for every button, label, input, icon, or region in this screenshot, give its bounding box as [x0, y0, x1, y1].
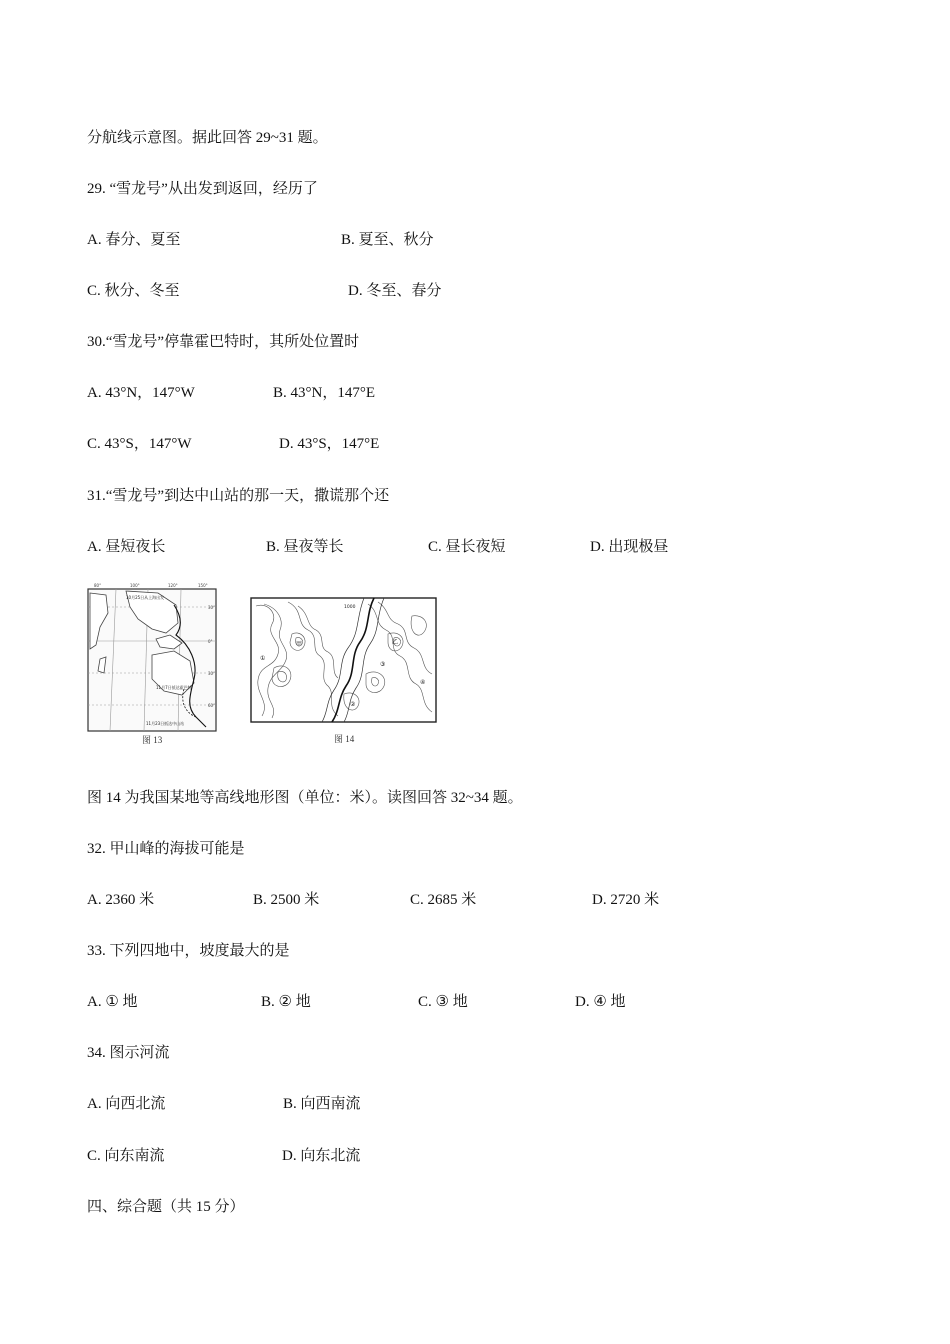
- q30-option-c: C. 43°S，147°W: [87, 436, 192, 452]
- figure-14-contour-map: [248, 594, 438, 748]
- peak-yi-label: 乙: [392, 639, 399, 646]
- q33-option-b: B. ② 地: [261, 994, 311, 1010]
- q31-option-b: B. 昼夜等长: [266, 539, 344, 555]
- q33-option-c: C. ③ 地: [418, 994, 468, 1010]
- lat-tick: 30°: [208, 671, 216, 676]
- lat-tick: 0°: [208, 639, 213, 644]
- site-3-label: ③: [380, 661, 386, 668]
- q30-option-b: B. 43°N，147°E: [273, 385, 375, 401]
- site-4-label: ④: [420, 679, 426, 686]
- q30-option-d: D. 43°S，147°E: [279, 436, 380, 452]
- lon-tick: 120°: [168, 583, 178, 588]
- lat-tick: 60°: [208, 703, 216, 708]
- question-31-stem: 31.“雪龙号”到达中山站的那一天，撒谎那个还: [87, 488, 390, 504]
- question-30-stem: 30.“雪龙号”停靠霍巴特时，其所处位置时: [87, 334, 360, 350]
- q31-option-a: A. 昼短夜长: [87, 539, 166, 555]
- label-arrive-hobart: 11月7日抵达霍巴特: [156, 685, 192, 690]
- contour-value-label: 1000: [344, 605, 356, 610]
- q33-option-d: D. ④ 地: [575, 994, 626, 1010]
- site-2-label: ②: [350, 701, 356, 708]
- question-33-stem: 33. 下列四地中，坡度最大的是: [87, 943, 290, 959]
- label-arrive-zhongshan: 11月23日抵达中山站: [146, 721, 185, 726]
- peak-jia-label: 甲: [296, 641, 303, 648]
- question-29-stem: 29. “雪龙号”从出发到返回，经历了: [87, 181, 318, 197]
- q32-option-c: C. 2685 米: [410, 892, 477, 908]
- figure-14-caption: 图 14: [334, 734, 355, 744]
- lon-tick: 100°: [130, 583, 140, 588]
- section-4-heading: 四、综合题（共 15 分）: [87, 1199, 245, 1215]
- route-map-graphic: [86, 583, 218, 733]
- q34-option-a: A. 向西北流: [87, 1096, 166, 1112]
- q34-option-c: C. 向东南流: [87, 1148, 165, 1164]
- figure-13-route-map: [86, 583, 218, 748]
- q33-option-a: A. ① 地: [87, 994, 138, 1010]
- q34-option-b: B. 向西南流: [283, 1096, 361, 1112]
- figure-13-caption: 图 13: [142, 735, 163, 745]
- q29-option-c: C. 秋分、冬至: [87, 283, 180, 299]
- q31-option-d: D. 出现极昼: [590, 539, 669, 555]
- q30-option-a: A. 43°N，147°W: [87, 385, 195, 401]
- q32-option-a: A. 2360 米: [87, 892, 155, 908]
- intro-32-34: 图 14 为我国某地等高线地形图（单位：米）。读图回答 32~34 题。: [87, 790, 523, 806]
- q32-option-d: D. 2720 米: [592, 892, 660, 908]
- label-departure-shanghai: 10月25日从上海出发: [126, 595, 165, 600]
- question-32-stem: 32. 甲山峰的海拔可能是: [87, 841, 245, 857]
- q34-option-d: D. 向东北流: [282, 1148, 361, 1164]
- question-34-stem: 34. 图示河流: [87, 1045, 170, 1061]
- lon-tick: 80°: [94, 583, 102, 588]
- q29-option-d: D. 冬至、春分: [348, 283, 442, 299]
- q32-option-b: B. 2500 米: [253, 892, 320, 908]
- q29-option-a: A. 春分、夏至: [87, 232, 181, 248]
- contour-map-graphic: [248, 594, 438, 726]
- lon-tick: 150°: [198, 583, 208, 588]
- q29-option-b: B. 夏至、秋分: [341, 232, 434, 248]
- lat-tick: 30°: [208, 605, 216, 610]
- site-1-label: ①: [260, 655, 266, 662]
- q31-option-c: C. 昼长夜短: [428, 539, 506, 555]
- intro-29-31: 分航线示意图。据此回答 29~31 题。: [87, 130, 328, 146]
